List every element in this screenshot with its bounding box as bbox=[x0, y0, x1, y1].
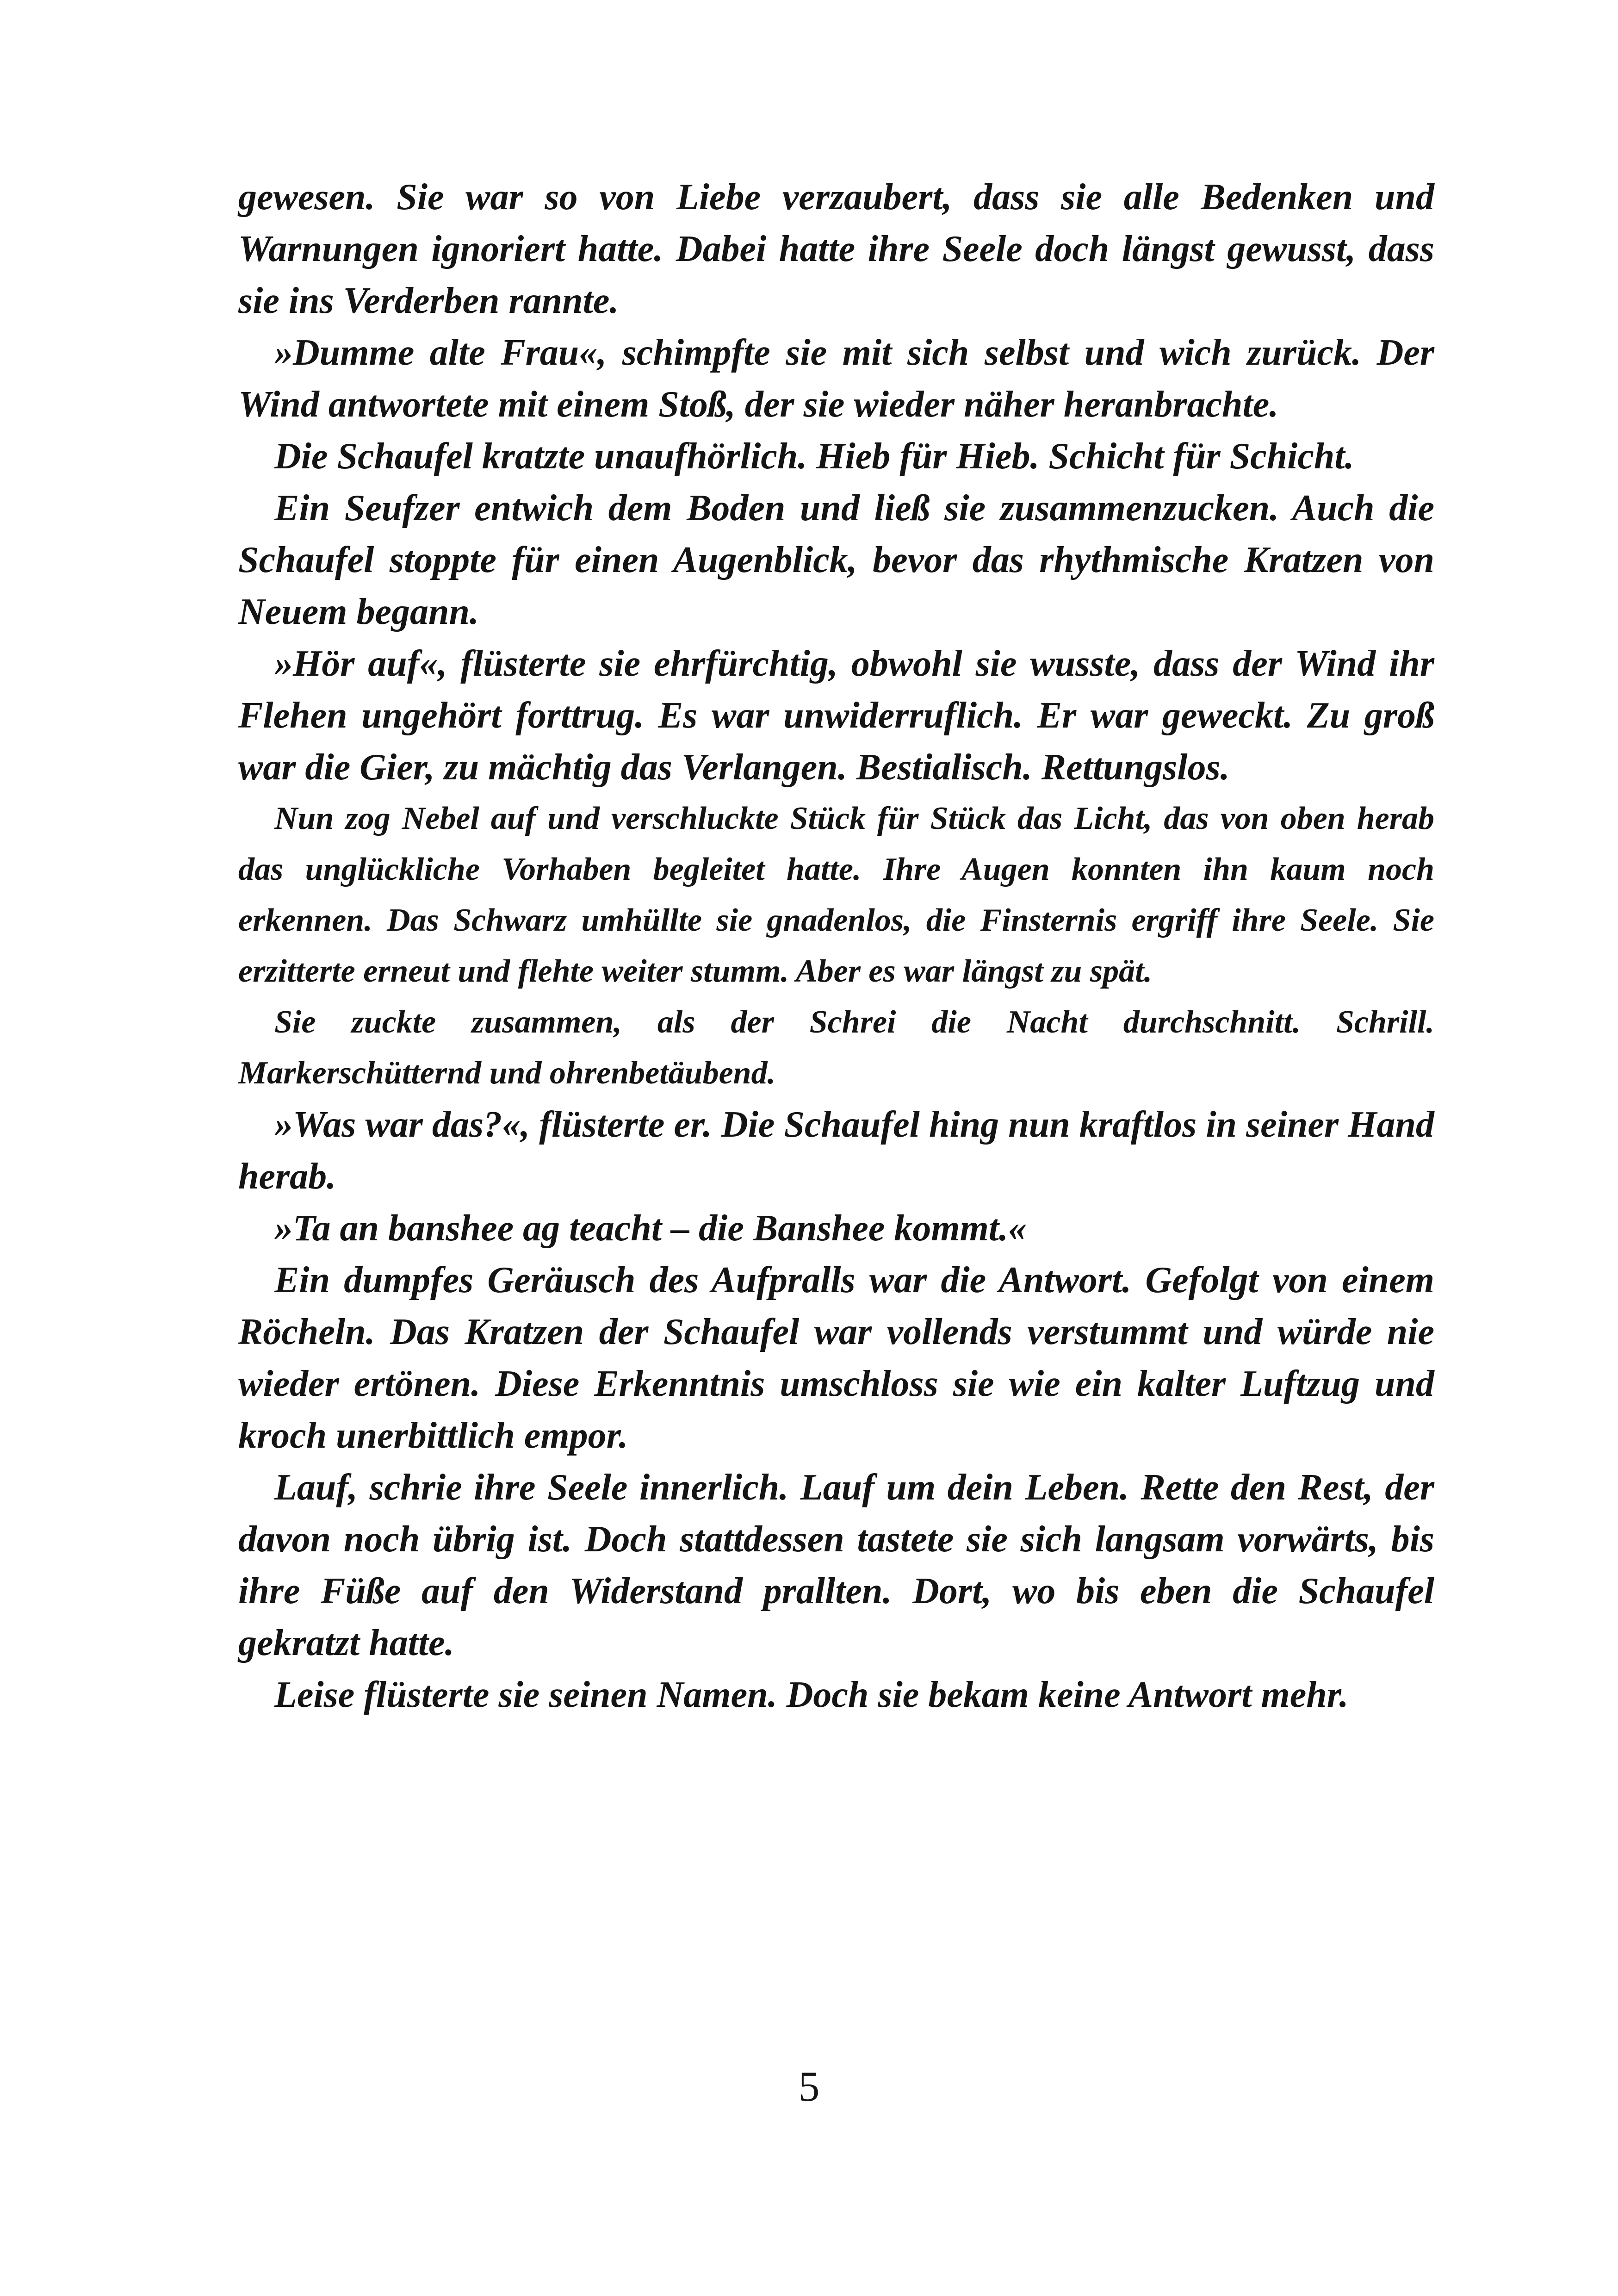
paragraph: »Dumme alte Frau«, schimpfte sie mit sich selbst und wich zurück. Der Wind antwortete mit einem Stoß, der sie wieder näher heranbrachte. bbox=[238, 332, 1434, 425]
paragraph: Ein Seufzer entwich dem Boden und ließ sie zusammenzucken. Auch die Schaufel stoppte für einen Augenblick, bevor das rhythmische Kratzen von Neuem begann. bbox=[238, 488, 1434, 632]
body-text bbox=[238, 171, 1434, 1721]
paragraph: Die Schaufel kratzte unaufhörlich. Hieb für Hieb. Schicht für Schicht. bbox=[274, 436, 1354, 477]
paragraph: Ein dumpfes Geräusch des Aufpralls war die Antwort. Gefolgt von einem Röcheln. Das Kratzen der Schaufel war vollends verstummt und würde nie wieder ertönen. Diese Erkenntnis umschloss sie wie ein kalter Luftzug und kroch unerbittlich empor. bbox=[238, 1260, 1434, 1456]
paragraph: Nun zog Nebel auf und verschluckte Stück für Stück das Licht, das von oben herab das unglückliche Vorhaben begleitet hatte. Ihre Augen konnten ihn kaum noch erkennen. Das Schwarz umhüllte sie gnadenlos, die Finsternis ergriff ihre Seele. Sie erzitterte erneut und flehte weiter stumm. Aber es war längst zu spät. bbox=[238, 801, 1434, 989]
paragraph: »Was war das?«, flüsterte er. Die Schaufel hing nun kraftlos in seiner Hand herab. bbox=[238, 1104, 1434, 1197]
paragraph: gewesen. Sie war so von Liebe verzaubert, dass sie alle Bedenken und Warnungen ignoriert hatte. Dabei hatte ihre Seele doch längst gewusst, dass sie ins Verderben rannte. bbox=[238, 177, 1434, 321]
paragraph: Sie zuckte zusammen, als der Schrei die Nacht durchschnitt. Schrill. Markerschütternd und ohrenbetäubend. bbox=[238, 1004, 1434, 1091]
paragraph: Leise flüsterte sie seinen Namen. Doch sie bekam keine Antwort mehr. bbox=[274, 1674, 1349, 1715]
paragraph: Lauf, schrie ihre Seele innerlich. Lauf um dein Leben. Rette den Rest, der davon noch übrig ist. Doch stattdessen tastete sie sich langsam vorwärts, bis ihre Füße auf den Widerstand prallten. Dort, wo bis eben die Schaufel gekratzt hatte. bbox=[238, 1467, 1434, 1663]
paragraph: »Ta an banshee ag teacht – die Banshee kommt.« bbox=[274, 1208, 1027, 1249]
paragraph: »Hör auf«, flüsterte sie ehrfürchtig, obwohl sie wusste, dass der Wind ihr Flehen ungehört forttrug. Es war unwiderruflich. Er war geweckt. Zu groß war die Gier, zu mächtig das Verlangen. Bestialisch. Rettungslos. bbox=[238, 643, 1434, 788]
page-number: 5 bbox=[798, 2063, 820, 2110]
